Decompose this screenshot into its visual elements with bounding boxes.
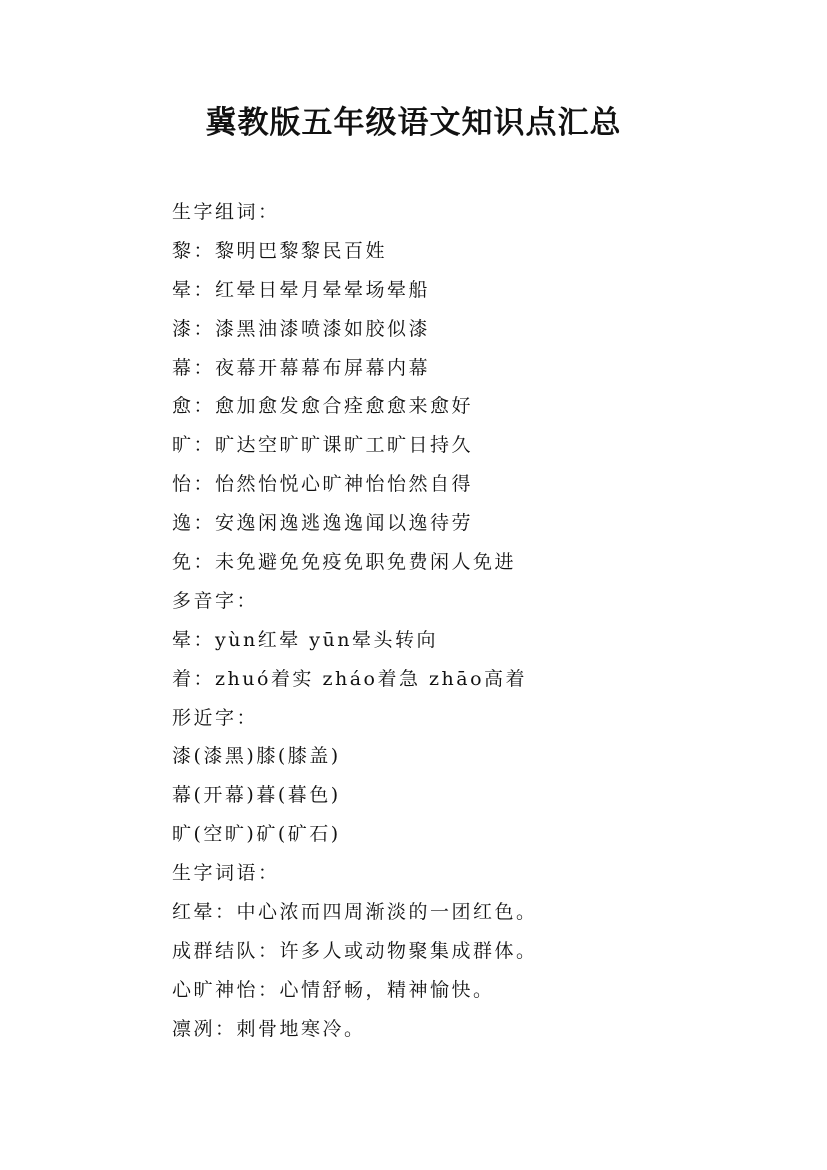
text-line: 凛冽：刺骨地寒冷。	[172, 1017, 366, 1040]
text-line: 漆(漆黑)膝(膝盖)	[172, 745, 341, 768]
section-heading-similar-characters: 形近字：	[172, 706, 259, 729]
text-line: 漆：漆黑油漆喷漆如胶似漆	[172, 317, 431, 340]
text-line: 怡：怡然怡悦心旷神怡怡然自得	[172, 473, 474, 496]
text-line: 逸：安逸闲逸逃逸逸闻以逸待劳	[172, 512, 474, 535]
text-line: 晕：红晕日晕月晕晕场晕船	[172, 278, 431, 301]
text-line: 黎：黎明巴黎黎民百姓	[172, 239, 388, 262]
text-line: 旷(空旷)矿(矿石)	[172, 823, 341, 846]
text-line: 红晕：中心浓而四周渐淡的一团红色。	[172, 901, 538, 924]
text-line: 心旷神怡：心情舒畅，精神愉快。	[172, 978, 495, 1001]
section-heading-polyphonic: 多音字：	[172, 589, 259, 612]
text-line: 着：zhuó着实 zháo着急 zhāo高着	[172, 667, 528, 690]
section-heading-vocabulary: 生字组词：	[172, 201, 280, 223]
text-line: 成群结队：许多人或动物聚集成群体。	[172, 939, 538, 962]
document-body	[172, 193, 772, 1049]
section-heading-word-meanings: 生字词语：	[172, 862, 280, 885]
text-line: 免：未免避免免疫免职免费闲人免进	[172, 551, 517, 574]
text-line: 幕(开幕)暮(暮色)	[172, 784, 341, 807]
document-title: 冀教版五年级语文知识点汇总	[205, 105, 622, 141]
text-line: 旷：旷达空旷旷课旷工旷日持久	[172, 434, 474, 457]
text-line: 愈：愈加愈发愈合痊愈愈来愈好	[172, 395, 474, 418]
text-line: 幕：夜幕开幕幕布屏幕内幕	[172, 356, 431, 379]
text-line: 晕：yùn红晕 yūn晕头转向	[172, 628, 438, 651]
